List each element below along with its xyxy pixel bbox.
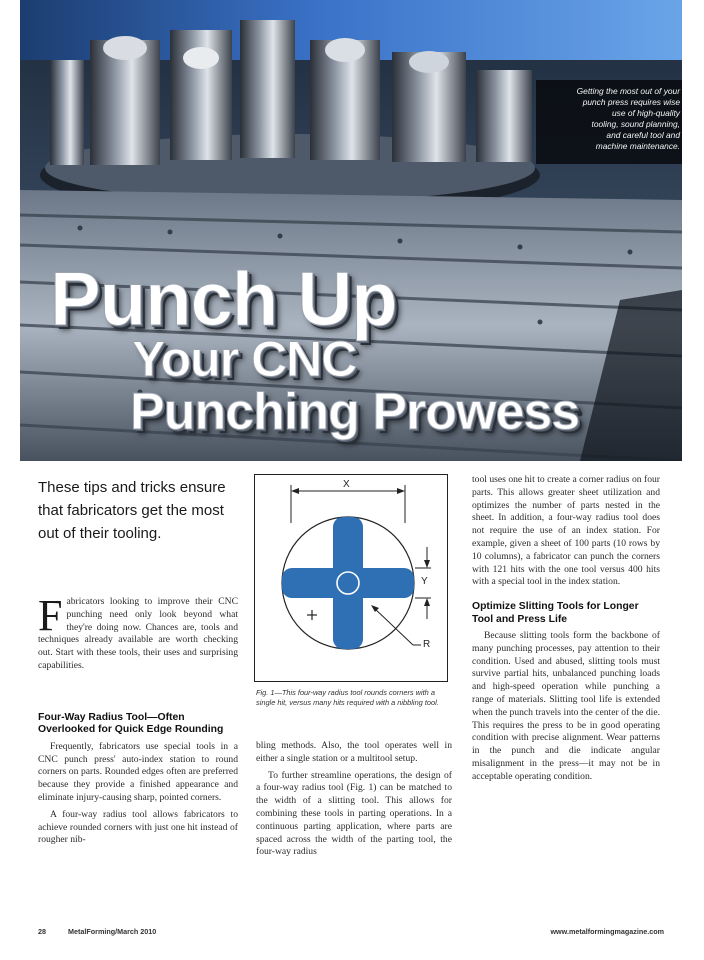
col2-paragraph-2: To further streamline operations, the design of a four-way radius tool (Fig. 1) can be matched to the width of a slitting tool. This allows for combining these tools in parting operations. In a continuous parting application, where parts are spaced across the width of the parting tool, the four-way radius [256,769,452,858]
section-heading-four-way: Four-Way Radius Tool—Often Overlooked for Quick Edge Rounding [38,712,224,736]
column-3 [472,474,660,784]
figure-caption: Fig. 1—This four-way radius tool rounds corners with a single hit, versus many hits required with a nibbling tool. [256,688,439,707]
label-x: X [343,479,350,490]
title-line-3: Punching Prowess [130,383,580,441]
magazine-url: www.metalformingmagazine.com [550,927,664,936]
page-number: 28 [38,927,46,936]
intro-paragraph [38,591,238,673]
col3-paragraph-1: tool uses one hit to create a corner radius on four parts. This allows greater sheet utilization and optimizes the number of parts nested in the sheet. In addition, a four-way radius tool does not require the use of an index station. For example, given a sheet of 100 parts (10 rows by 10 columns), a fabricator can punch the corners with 121 hits with the one tool versus 400 hits with a special tool in the index station. [472,474,660,588]
col2-paragraph-1: bling methods. Also, the tool operates well in either a single station or a multitool setup. [256,740,452,764]
hero-photo [20,0,682,461]
issue-info: MetalForming/March 2010 [68,927,157,936]
figure-1 [254,474,448,682]
col3-paragraph-2: Because slitting tools form the backbone of many punching processes, pay attention to their condition. Used and abused, slitting tools must survive partial hits, unbalanced punching loads and high-speed operation while punching a range of materials. Slitting tool life is extended when the punch travels into the center of the die. This requires the press to be in good operating condition with precise alignment. Wear patterns in the punch and die indicate angular misalignment in the press—it may not be in acceptable operating condition. [472,629,660,782]
photo-caption: Getting the most out of your punch press requires wise use of high-quality tooling, sound planning, and careful tool and machine maintenance. [576,86,680,151]
intro-text: abricators looking to improve their CNC punching need only look beyond what they're doing now. Chances are, tools and techniques already available are worth checking out. Start with these tools, their uses and surprising capabilities. [38,596,238,671]
drop-cap: F [38,591,63,640]
label-r: R [423,639,431,650]
section-heading-slitting: Optimize Slitting Tools for Longer Tool and Press Life [472,601,639,625]
label-y: Y [421,576,428,587]
four-way-radius-diagram [255,475,446,680]
section-four-way-radius [38,712,238,847]
article-lede: These tips and tricks ensure that fabricators get the most out of their tooling. [38,479,226,542]
punch-tools [50,20,532,165]
title-line-2: Your CNC [132,331,357,387]
section1-paragraph-1: Frequently, fabricators use special tools in a CNC punch press' auto-index station to round corners on parts. Rounded edges often are preferred because they provide a finished appearance and eliminate injury-causing sharp, pointed corners. [38,740,238,803]
column-2 [256,740,452,859]
title-line-1: Punch Up [50,257,397,342]
section1-paragraph-2: A four-way radius tool allows fabricators to achieve rounded corners with just one hit instead of rougher nib- [38,808,238,846]
